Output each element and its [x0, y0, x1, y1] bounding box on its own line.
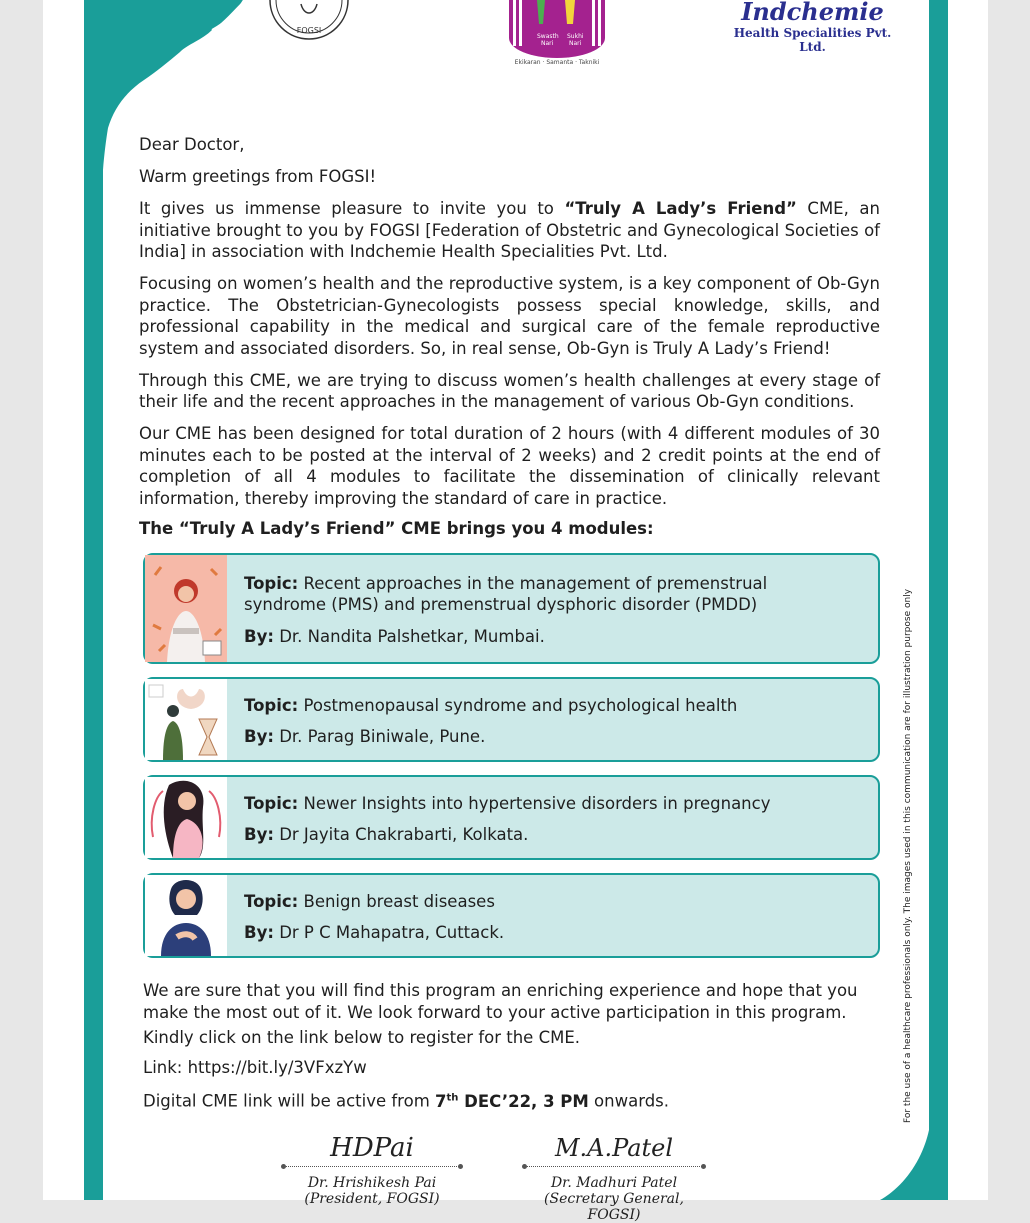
- swasth-tagline: Ekikaran · Samanta · Takniki: [514, 59, 600, 66]
- fogsi-logo-text: FOGSI: [296, 26, 322, 35]
- letter-body: [139, 134, 880, 550]
- closing-section: [143, 980, 880, 1121]
- pregnancy-illustration: [145, 777, 227, 858]
- svg-text:Sukhi: Sukhi: [567, 33, 584, 40]
- register-instruction: Kindly click on the link below to register for the CME.: [143, 1028, 581, 1047]
- registration-link-line: Link: https://bit.ly/3VFxzYw: [143, 1058, 367, 1077]
- indchemie-subtitle: Health Specialities Pvt. Ltd.: [733, 26, 892, 54]
- modules-heading: The “Truly A Lady’s Friend” CME brings you 4 modules:: [139, 518, 654, 538]
- module-speaker: Dr. Parag Biniwale, Pune.: [279, 727, 486, 746]
- signatory-title: (President, FOGSI): [304, 1191, 440, 1207]
- svg-text:Swasth: Swasth: [537, 33, 559, 40]
- module-card-4: [143, 873, 880, 958]
- module-topic: Benign breast diseases: [303, 892, 495, 911]
- by-label: By:: [244, 627, 274, 646]
- module-card-2: [143, 677, 880, 762]
- module-topic: Postmenopausal syndrome and psychological health: [303, 696, 738, 715]
- svg-text:Nari: Nari: [541, 40, 554, 47]
- cme-title: “Truly A Lady’s Friend”: [564, 199, 797, 218]
- active-date-line: Digital CME link will be active from 7th DEC’22, 3 PM onwards.: [143, 1091, 670, 1111]
- signature-handwriting: [312, 1128, 432, 1162]
- signatory-name: Dr. Hrishikesh Pai: [307, 1175, 437, 1191]
- signature-handwriting: [554, 1128, 674, 1162]
- by-label: By:: [244, 923, 274, 942]
- topic-label: Topic:: [244, 892, 299, 911]
- module-speaker: Dr P C Mahapatra, Cuttack.: [279, 923, 505, 942]
- indchemie-logo: [725, 0, 900, 54]
- closing-paragraph: We are sure that you will find this program an enriching experience and hope that you make the most out of it. We look forward to your active participation in this program.: [143, 981, 858, 1022]
- signature-block-secretary: [524, 1128, 704, 1223]
- registration-link[interactable]: https://bit.ly/3VFxzYw: [187, 1058, 367, 1077]
- fogsi-logo: [268, 0, 350, 40]
- pms-woman-illustration: [145, 555, 227, 662]
- swasth-nari-logo: [505, 0, 609, 68]
- greeting: Warm greetings from FOGSI!: [139, 167, 377, 186]
- disclaimer-note: For the use of a healthcare professionals only. The images used in this communication are for illustration purpose only: [903, 588, 913, 1123]
- corner-wave-graphic: [880, 1100, 948, 1200]
- module-speaker: Dr. Nandita Palshetkar, Mumbai.: [279, 627, 545, 646]
- purpose-paragraph: Through this CME, we are trying to discuss women’s health challenges at every stage of their life and the recent approaches in the management of various Ob-Gyn conditions.: [139, 370, 880, 411]
- menopause-illustration: [145, 679, 227, 760]
- svg-text:Nari: Nari: [569, 40, 582, 47]
- topic-label: Topic:: [244, 794, 299, 813]
- active-date: 7th DEC’22, 3 PM: [435, 1091, 589, 1111]
- module-card-3: [143, 775, 880, 860]
- topic-label: Topic:: [244, 574, 299, 593]
- by-label: By:: [244, 727, 274, 746]
- module-topic: Recent approaches in the management of premenstrual syndrome (PMS) and premenstrual dysphoric disorder (PMDD): [244, 574, 768, 614]
- module-speaker: Dr Jayita Chakrabarti, Kolkata.: [279, 825, 529, 844]
- indchemie-name: Indchemie: [741, 0, 884, 26]
- intro-paragraph: It gives us immense pleasure to invite you to “Truly A Lady’s Friend” CME, an initiative brought to you by FOGSI [Federation of Obstetric and Gynecological Societies of India] in association with Indchemie Health Specialities Pvt. Ltd.: [139, 199, 880, 261]
- svg-text:M.A.Patel: M.A.Patel: [554, 1134, 674, 1162]
- breast-pain-illustration: [145, 875, 227, 956]
- topic-label: Topic:: [244, 696, 299, 715]
- by-label: By:: [244, 825, 274, 844]
- duration-paragraph: Our CME has been designed for total duration of 2 hours (with 4 different modules of 30 minutes each to be posted at the interval of 2 weeks) and 2 credit points at the end of completion of all 4 modules to facilitate the dissemination of clinically relevant information, thereby improving the standard of care in practice.: [139, 424, 880, 508]
- module-topic: Newer Insights into hypertensive disorders in pregnancy: [303, 794, 771, 813]
- module-card-1: [143, 553, 880, 664]
- salutation: Dear Doctor,: [139, 135, 245, 154]
- focus-paragraph: Focusing on women’s health and the reproductive system, is a key component of Ob-Gyn practice. The Obstetrician-Gynecologists possess special knowledge, skills, and professional capability in the medical and surgical care of the female reproductive system and associated disorders. So, in real sense, Ob-Gyn is Truly A Lady’s Friend!: [139, 274, 880, 358]
- signature-block-president: [283, 1128, 461, 1207]
- signatory-title: (Secretary General, FOGSI): [544, 1191, 684, 1223]
- svg-text:HDPai: HDPai: [330, 1133, 414, 1163]
- signatory-name: Dr. Madhuri Patel: [550, 1175, 678, 1191]
